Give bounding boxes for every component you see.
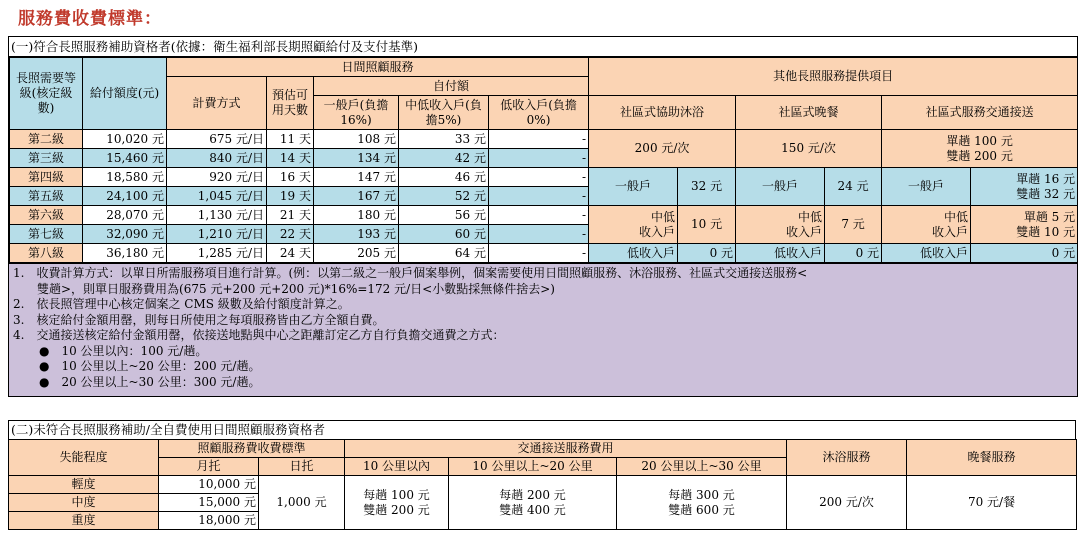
level-cell: 第三級	[10, 149, 83, 168]
midlow-label-line2: 收入戶	[932, 224, 969, 239]
distance-3-single: 每趟 300 元	[668, 487, 735, 502]
level-cell: 第五級	[10, 187, 83, 206]
midlow-cell: 60 元	[399, 225, 489, 244]
distance-1-cell	[345, 476, 449, 530]
days-cell: 16 天	[267, 168, 314, 187]
degree-cell: 輕度	[9, 476, 159, 494]
days-cell: 22 天	[267, 225, 314, 244]
header-daycare: 日間照顧服務	[167, 58, 589, 77]
header-transport-fee: 交通接送服務費用	[345, 440, 787, 458]
header-general: 一般戶(負擔16%)	[314, 96, 399, 130]
note-bullet: ● 10 公里以上~20 公里：200 元/趟。	[39, 359, 261, 373]
header-distance-1: 10 公里以內	[345, 458, 449, 476]
transport-low-cell: 0 元	[971, 244, 1078, 263]
meal-service-cell: 70 元/餐	[907, 476, 1077, 530]
meal-midlow-cell: 7 元	[825, 206, 882, 244]
note-line: 4. 交通接送核定給付金額用罄，依接送地點與中心之距離訂定乙方自行負擔交通費之方式：	[13, 328, 505, 342]
low-label-meal: 低收入戶	[736, 244, 825, 263]
note-bullet: ● 10 公里以內：100 元/趟。	[39, 343, 208, 358]
distance-3-cell	[617, 476, 787, 530]
midlow-cell: 56 元	[399, 206, 489, 225]
days-cell: 24 天	[267, 244, 314, 263]
header-amount: 給付額度(元)	[83, 58, 167, 130]
bath-service-cell: 200 元/次	[787, 476, 907, 530]
method-cell: 920 元/日	[167, 168, 267, 187]
days-cell: 19 天	[267, 187, 314, 206]
header-meal: 社區式晚餐	[736, 96, 882, 130]
general-cell: 147 元	[314, 168, 399, 187]
method-cell: 1,285 元/日	[167, 244, 267, 263]
table-row	[10, 168, 1078, 187]
midlow-label-line2: 收入戶	[786, 224, 823, 239]
low-cell: -	[489, 168, 589, 187]
section1-heading: (一)符合長照服務補助資格者(依據：衛生福利部長期照顧給付及支付基準)	[9, 37, 1077, 57]
header-care-fee: 照顧服務費收費標準	[159, 440, 345, 458]
header-bath: 社區式協助沐浴	[589, 96, 736, 130]
midlow-label-bath	[589, 206, 678, 244]
low-label-transport: 低收入戶	[882, 244, 971, 263]
low-cell: -	[489, 187, 589, 206]
header-distance-3: 20 公里以上~30 公里	[617, 458, 787, 476]
distance-3-double: 雙趟 600 元	[668, 502, 735, 517]
monthly-cell: 18,000 元	[159, 512, 259, 530]
amount-cell: 36,180 元	[83, 244, 167, 263]
midlow-label-meal	[736, 206, 825, 244]
header-distance-2: 10 公里以上~20 公里	[449, 458, 617, 476]
monthly-cell: 10,000 元	[159, 476, 259, 494]
daily-cell: 1,000 元	[259, 476, 345, 530]
monthly-cell: 15,000 元	[159, 494, 259, 512]
low-cell: -	[489, 244, 589, 263]
method-cell: 1,130 元/日	[167, 206, 267, 225]
transport-full-double: 雙趟 200 元	[946, 148, 1013, 163]
general-cell: 205 元	[314, 244, 399, 263]
note-line: 1. 收費計算方式：以單日所需服務項目進行計算。(例：以第二級之一般戶個案舉例，個案需要使用日間照顧服務、沐浴服務、社區式交通接送服務<	[13, 266, 808, 280]
low-cell: -	[489, 130, 589, 149]
general-cell: 167 元	[314, 187, 399, 206]
level-cell: 第八級	[10, 244, 83, 263]
bath-low-cell: 0 元	[678, 244, 736, 263]
header-meal-service: 晚餐服務	[907, 440, 1077, 476]
method-cell: 675 元/日	[167, 130, 267, 149]
midlow-label-line1: 中低	[944, 209, 969, 224]
amount-cell: 32,090 元	[83, 225, 167, 244]
header-level: 長照需要等級(核定級數)	[10, 58, 83, 130]
distance-2-single: 每趟 200 元	[499, 487, 566, 502]
table-row	[9, 476, 1077, 494]
transport-general-double: 雙趟 32 元	[1016, 186, 1076, 201]
transport-midlow-double: 雙趟 10 元	[1016, 224, 1076, 239]
general-cell: 134 元	[314, 149, 399, 168]
level-cell: 第二級	[10, 130, 83, 149]
general-label-transport: 一般戶	[882, 168, 971, 206]
midlow-cell: 33 元	[399, 130, 489, 149]
midlow-cell: 42 元	[399, 149, 489, 168]
days-cell: 14 天	[267, 149, 314, 168]
note-line: 2. 依長照管理中心核定個案之 CMS 級數及給付額度計算之。	[13, 297, 350, 311]
general-cell: 193 元	[314, 225, 399, 244]
general-label-meal: 一般戶	[736, 168, 825, 206]
midlow-cell: 46 元	[399, 168, 489, 187]
amount-cell: 24,100 元	[83, 187, 167, 206]
method-cell: 1,210 元/日	[167, 225, 267, 244]
level-cell: 第七級	[10, 225, 83, 244]
level-cell: 第四級	[10, 168, 83, 187]
general-cell: 108 元	[314, 130, 399, 149]
transport-general-single: 單趟 16 元	[1016, 171, 1076, 186]
meal-general-cell: 24 元	[825, 168, 882, 206]
midlow-cell: 64 元	[399, 244, 489, 263]
distance-2-cell	[449, 476, 617, 530]
amount-cell: 10,020 元	[83, 130, 167, 149]
transport-full-cell	[882, 130, 1078, 168]
transport-midlow-cell	[971, 206, 1078, 244]
low-cell: -	[489, 149, 589, 168]
meal-low-cell: 0 元	[825, 244, 882, 263]
section-selfpay	[8, 420, 1076, 530]
header-low: 低收入戶(負擔0%)	[489, 96, 589, 130]
low-cell: -	[489, 225, 589, 244]
note-bullet: ● 20 公里以上~30 公里：300 元/趟。	[39, 374, 261, 389]
meal-full-cell: 150 元/次	[736, 130, 882, 168]
table-row	[10, 206, 1078, 225]
days-cell: 11 天	[267, 130, 314, 149]
transport-midlow-single: 單趟 5 元	[1023, 209, 1076, 224]
header-method: 計費方式	[167, 77, 267, 130]
page-title: 服務費收費標準：	[18, 9, 162, 29]
section2-heading: (二)未符合長照服務補助/全自費使用日間照顧服務資格者	[8, 420, 1076, 439]
header-disability: 失能程度	[9, 440, 159, 476]
subsidized-fee-table	[9, 57, 1078, 263]
table-row	[10, 130, 1078, 149]
header-monthly: 月托	[159, 458, 259, 476]
transport-full-single: 單趟 100 元	[946, 133, 1013, 148]
low-cell: -	[489, 206, 589, 225]
days-cell: 21 天	[267, 206, 314, 225]
table-row	[10, 244, 1078, 263]
degree-cell: 中度	[9, 494, 159, 512]
distance-1-single: 每趟 100 元	[363, 487, 430, 502]
bath-general-cell: 32 元	[678, 168, 736, 206]
midlow-label-line1: 中低	[798, 209, 823, 224]
distance-2-double: 雙趟 400 元	[499, 502, 566, 517]
header-transport: 社區式服務交通接送	[882, 96, 1078, 130]
note-line: 3. 核定給付金額用罄，則每日所使用之每項服務皆由乙方全額自費。	[13, 312, 385, 327]
amount-cell: 18,580 元	[83, 168, 167, 187]
section-subsidized	[8, 36, 1078, 397]
note-line: 雙趟>，則單日服務費用為(675 元+200 元+200 元)*16%=172 元/日<小數點採無條件捨去>)	[13, 281, 555, 296]
header-bath-service: 沐浴服務	[787, 440, 907, 476]
amount-cell: 28,070 元	[83, 206, 167, 225]
header-selfpay: 自付額	[314, 77, 589, 96]
bath-midlow-cell: 10 元	[678, 206, 736, 244]
header-midlow: 中低收入戶(負擔5%)	[399, 96, 489, 130]
midlow-label-transport	[882, 206, 971, 244]
transport-general-cell	[971, 168, 1078, 206]
header-days: 預估可用天數	[267, 77, 314, 130]
bath-full-cell: 200 元/次	[589, 130, 736, 168]
midlow-label-line2: 收入戶	[639, 224, 676, 239]
midlow-label-line1: 中低	[651, 209, 676, 224]
selfpay-fee-table	[8, 439, 1077, 530]
header-other-services: 其他長照服務提供項目	[589, 58, 1078, 96]
general-cell: 180 元	[314, 206, 399, 225]
general-label-bath: 一般戶	[589, 168, 678, 206]
header-daily: 日托	[259, 458, 345, 476]
amount-cell: 15,460 元	[83, 149, 167, 168]
midlow-cell: 52 元	[399, 187, 489, 206]
method-cell: 1,045 元/日	[167, 187, 267, 206]
level-cell: 第六級	[10, 206, 83, 225]
notes-block	[9, 263, 1077, 396]
method-cell: 840 元/日	[167, 149, 267, 168]
low-label-bath: 低收入戶	[589, 244, 678, 263]
distance-1-double: 雙趟 200 元	[363, 502, 430, 517]
degree-cell: 重度	[9, 512, 159, 530]
